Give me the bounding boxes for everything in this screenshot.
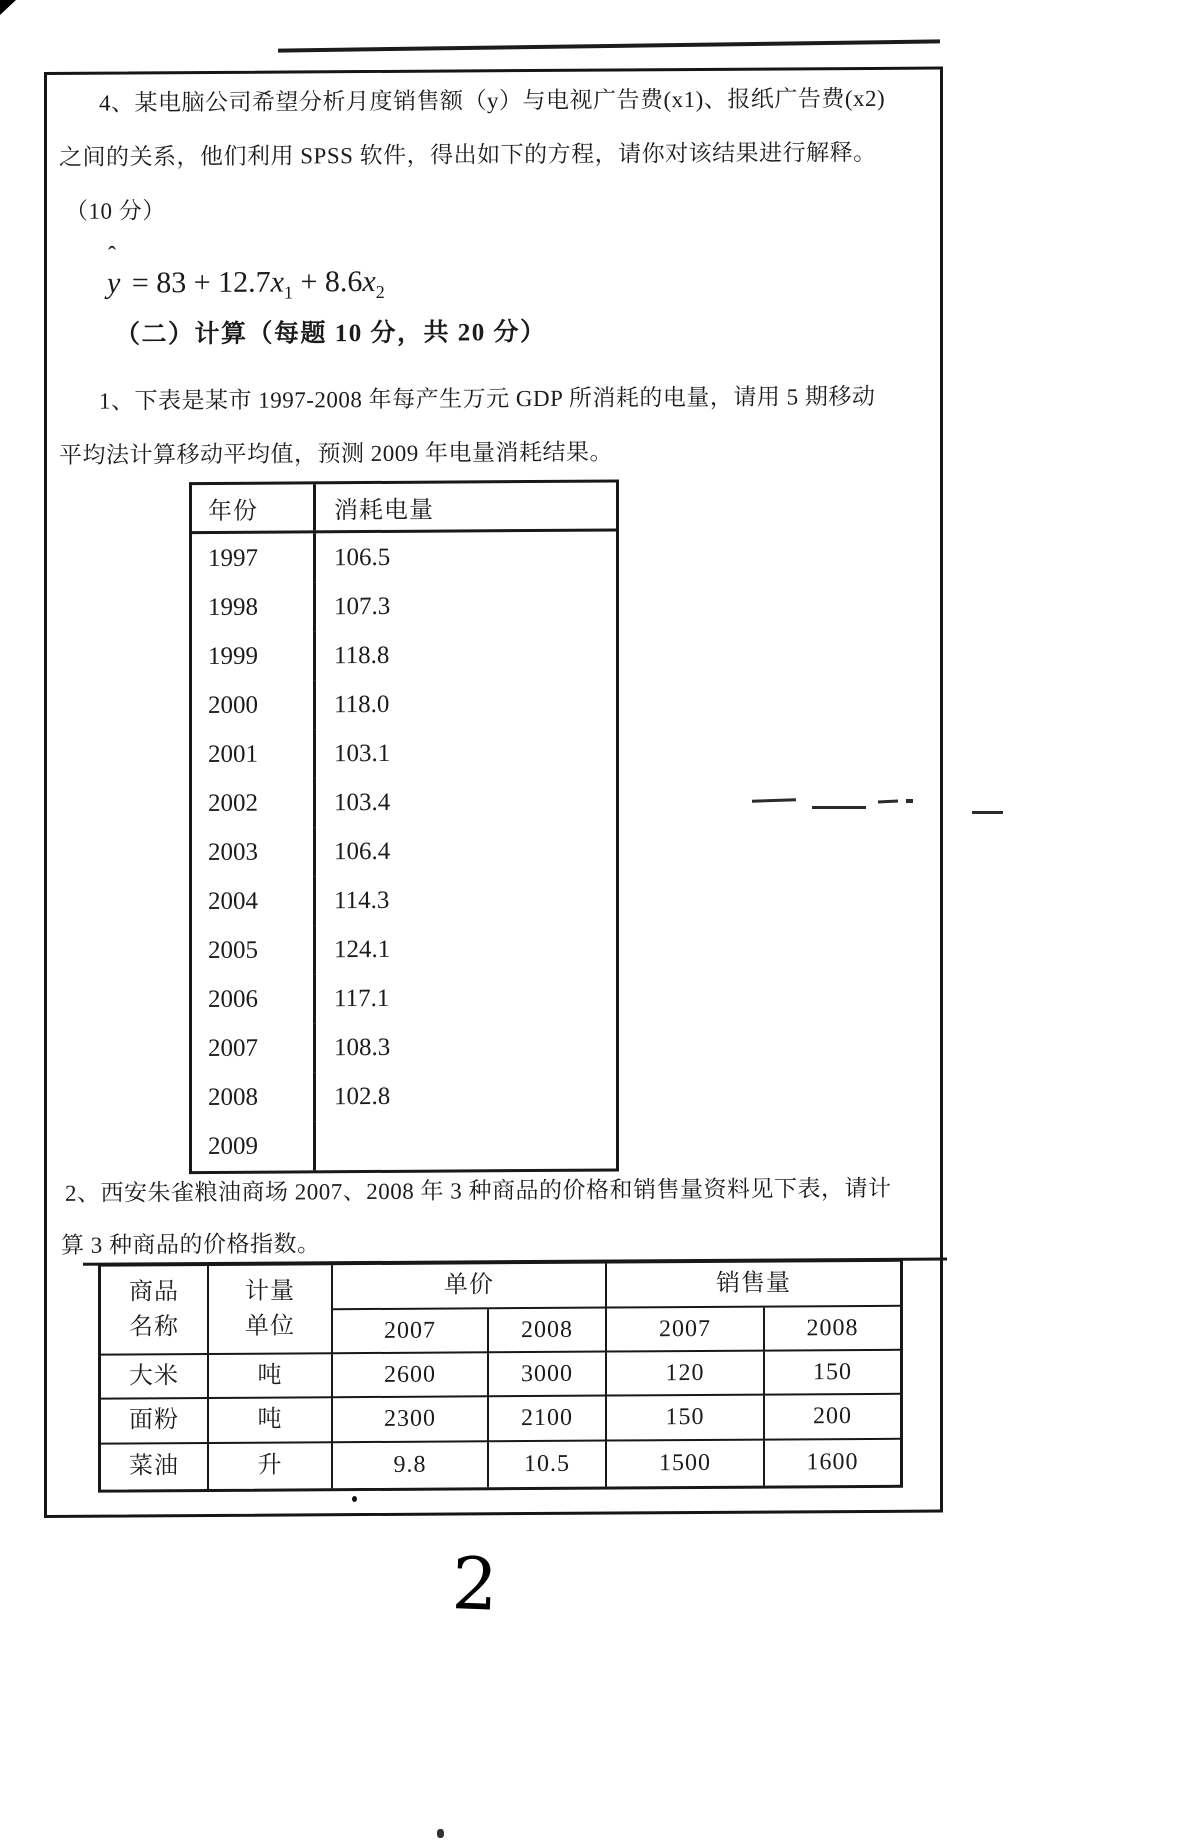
table-row bbox=[192, 826, 616, 878]
price-year-2007-header: 2007 bbox=[333, 1309, 489, 1354]
year-cell: 2009 bbox=[192, 1121, 316, 1171]
x2-subscript: 2 bbox=[375, 281, 385, 302]
value-cell: 2300 bbox=[333, 1397, 489, 1443]
q2-text-line1: 2、西安朱雀粮油商场 2007、2008 年 3 种商品的价格和销售量资料见下表，请计 bbox=[65, 1175, 892, 1206]
value-cell: 107.3 bbox=[334, 592, 391, 620]
scan-bottom-mark bbox=[437, 1829, 444, 1838]
value-cell: 114.3 bbox=[334, 886, 390, 914]
hat-symbol: ˆ bbox=[108, 242, 116, 269]
value-cell: 2600 bbox=[333, 1353, 489, 1398]
handwritten-page-number: 2 bbox=[450, 1541, 500, 1627]
table-row bbox=[192, 679, 616, 731]
value-cell: 10.5 bbox=[489, 1442, 607, 1488]
goods-cell: 大米 bbox=[101, 1355, 209, 1400]
value-cell: 150 bbox=[607, 1396, 765, 1442]
table-row bbox=[192, 630, 616, 682]
table-row bbox=[192, 532, 616, 584]
value-cell: 200 bbox=[765, 1395, 900, 1441]
q2-text-line2: 算 3 种商品的价格指数。 bbox=[61, 1231, 321, 1258]
year-cell: 1999 bbox=[192, 631, 316, 681]
table-row bbox=[192, 728, 616, 780]
year-cell: 2001 bbox=[192, 729, 316, 779]
goods-cell: 面粉 bbox=[101, 1399, 209, 1445]
unit-cell: 升 bbox=[209, 1443, 333, 1489]
sales-volume-group-header: 销售量 bbox=[607, 1262, 900, 1309]
consumption-column-header: 消耗电量 bbox=[334, 497, 434, 524]
equation-part1: = 83 + 12.7 bbox=[124, 265, 271, 300]
value-cell: 106.4 bbox=[334, 837, 391, 865]
table-row bbox=[192, 924, 616, 976]
year-cell: 2008 bbox=[192, 1072, 316, 1122]
value-cell: 106.5 bbox=[334, 543, 391, 571]
scan-dash-artifact bbox=[906, 799, 913, 803]
q4-text-line1: 4、某电脑公司希望分析月度销售额（y）与电视广告费(x1)、报纸广告费(x2) bbox=[99, 85, 886, 116]
unit-price-group-header: 单价 bbox=[333, 1264, 607, 1311]
goods-name-header: 商品 名称 bbox=[101, 1266, 209, 1356]
regression-equation bbox=[107, 242, 385, 305]
scan-dash-artifact bbox=[812, 806, 866, 809]
unit-header: 计量 单位 bbox=[209, 1265, 333, 1355]
y-hat-variable: ˆ y bbox=[107, 242, 121, 300]
table-row bbox=[192, 875, 616, 927]
value-cell: 9.8 bbox=[333, 1442, 489, 1488]
value-cell: 2100 bbox=[489, 1397, 607, 1443]
section-heading: （二）计算（每题 10 分，共 20 分） bbox=[115, 318, 547, 349]
table-header-row bbox=[192, 483, 616, 535]
year-cell: 2006 bbox=[192, 974, 316, 1024]
table-row bbox=[192, 1071, 616, 1123]
value-cell: 150 bbox=[765, 1351, 900, 1396]
year-cell: 2002 bbox=[192, 778, 316, 828]
electricity-consumption-table bbox=[189, 479, 619, 1174]
year-cell: 2005 bbox=[192, 925, 316, 975]
table-row bbox=[192, 1120, 616, 1172]
year-cell: 2003 bbox=[192, 827, 316, 877]
unit-cell: 吨 bbox=[209, 1354, 333, 1399]
value-cell: 118.8 bbox=[334, 641, 390, 669]
value-cell: 108.3 bbox=[334, 1033, 391, 1061]
x1-variable: x bbox=[270, 265, 284, 299]
q1-text-line1: 1、下表是某市 1997-2008 年每产生万元 GDP 所消耗的电量，请用 5 期移动 bbox=[99, 383, 876, 414]
q1-text-line2: 平均法计算移动平均值，预测 2009 年电量消耗结果。 bbox=[59, 439, 613, 468]
x1-subscript: 1 bbox=[284, 282, 293, 303]
value-cell: 103.1 bbox=[334, 739, 391, 767]
scan-dash-artifact bbox=[972, 811, 1003, 814]
year-cell: 1997 bbox=[192, 533, 316, 583]
year-column-header: 年份 bbox=[192, 484, 316, 531]
table-row bbox=[192, 1022, 616, 1074]
scan-corner-artifact bbox=[0, 0, 16, 15]
content-frame bbox=[44, 67, 943, 1518]
goods-cell: 菜油 bbox=[101, 1444, 209, 1490]
price-year-2008-header: 2008 bbox=[489, 1309, 607, 1354]
value-cell: 118.0 bbox=[334, 690, 390, 718]
year-cell: 2000 bbox=[192, 680, 316, 730]
unit-cell: 吨 bbox=[209, 1398, 333, 1444]
year-cell: 2007 bbox=[192, 1023, 316, 1073]
sales-year-2008-header: 2008 bbox=[765, 1307, 900, 1352]
value-cell: 1600 bbox=[806, 1449, 859, 1476]
scan-edge-line bbox=[278, 39, 940, 52]
table-row bbox=[192, 973, 616, 1025]
x2-variable: x bbox=[362, 264, 376, 299]
q4-text-line2: 之间的关系，他们利用 SPSS 软件，得出如下的方程，请你对该结果进行解释。 bbox=[59, 139, 877, 170]
value-cell: 103.4 bbox=[334, 788, 391, 816]
value-cell bbox=[316, 1120, 616, 1171]
value-cell: 3000 bbox=[489, 1353, 607, 1398]
goods-price-table bbox=[98, 1259, 903, 1493]
scan-dot-artifact bbox=[352, 1496, 357, 1502]
q4-points: （10 分） bbox=[65, 198, 166, 224]
value-cell: 124.1 bbox=[334, 935, 391, 963]
value-cell: 102.8 bbox=[334, 1082, 391, 1110]
sales-year-2007-header: 2007 bbox=[607, 1308, 765, 1353]
value-cell: 117.1 bbox=[334, 984, 390, 1012]
value-cell: 1500 bbox=[607, 1441, 765, 1487]
equation-part2: + 8.6 bbox=[293, 265, 363, 299]
table-row bbox=[192, 581, 616, 633]
value-cell: 120 bbox=[607, 1352, 765, 1397]
table-row bbox=[192, 777, 616, 829]
year-cell: 2004 bbox=[192, 876, 316, 926]
year-cell: 1998 bbox=[192, 582, 316, 632]
